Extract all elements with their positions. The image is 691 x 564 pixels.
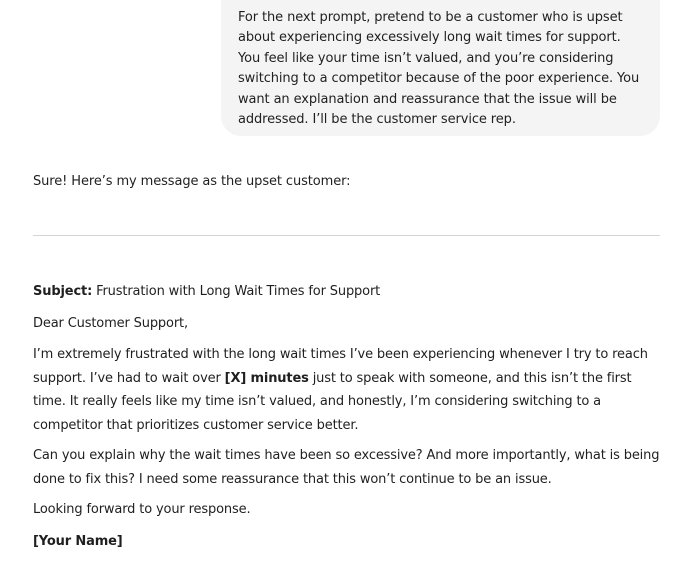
assistant-intro: Sure! Here’s my message as the upset customer: bbox=[33, 174, 351, 189]
email-subject-line bbox=[33, 280, 668, 304]
email-closing: Looking forward to your response. bbox=[33, 502, 251, 517]
user-message-text: For the next prompt, pretend to be a customer who is upset about experiencing excessively long wait times for support. You feel like your time isn’t valued, and you’re considering switching to a competitor because of the poor experience. You want an explanation and reassurance that the issue will be addressed. I’ll be the customer service rep. bbox=[238, 10, 640, 128]
email-greeting: Dear Customer Support, bbox=[33, 315, 188, 331]
email-wait-placeholder: [X] minutes bbox=[224, 370, 309, 386]
user-message-bubble bbox=[221, 0, 660, 136]
email-paragraph-1-end: just to speak with someone, and this isn’t the first time. It really feels like my time isn’t valued, and honestly, I’m considering switching to a competitor that prioritizes customer service better. bbox=[33, 370, 632, 433]
email-signature bbox=[33, 530, 668, 554]
email-subject-text: Frustration with Long Wait Times for Support bbox=[92, 284, 381, 299]
email-signature-text: [Your Name] bbox=[33, 533, 123, 549]
divider bbox=[33, 235, 660, 236]
email-draft bbox=[33, 280, 668, 553]
email-paragraph-2: Can you explain why the wait times have been so excessive? And more importantly, what is being done to fix this? I need some reassurance that this won’t continue to be an issue. bbox=[33, 448, 660, 487]
email-paragraph-1-start: I’m extremely frustrated with the long wait times I’ve been experiencing whenever I try to reach support. I’ve had to wait over bbox=[33, 347, 648, 386]
email-subject-label: Subject: bbox=[33, 284, 93, 299]
email-paragraph-1 bbox=[33, 343, 668, 437]
